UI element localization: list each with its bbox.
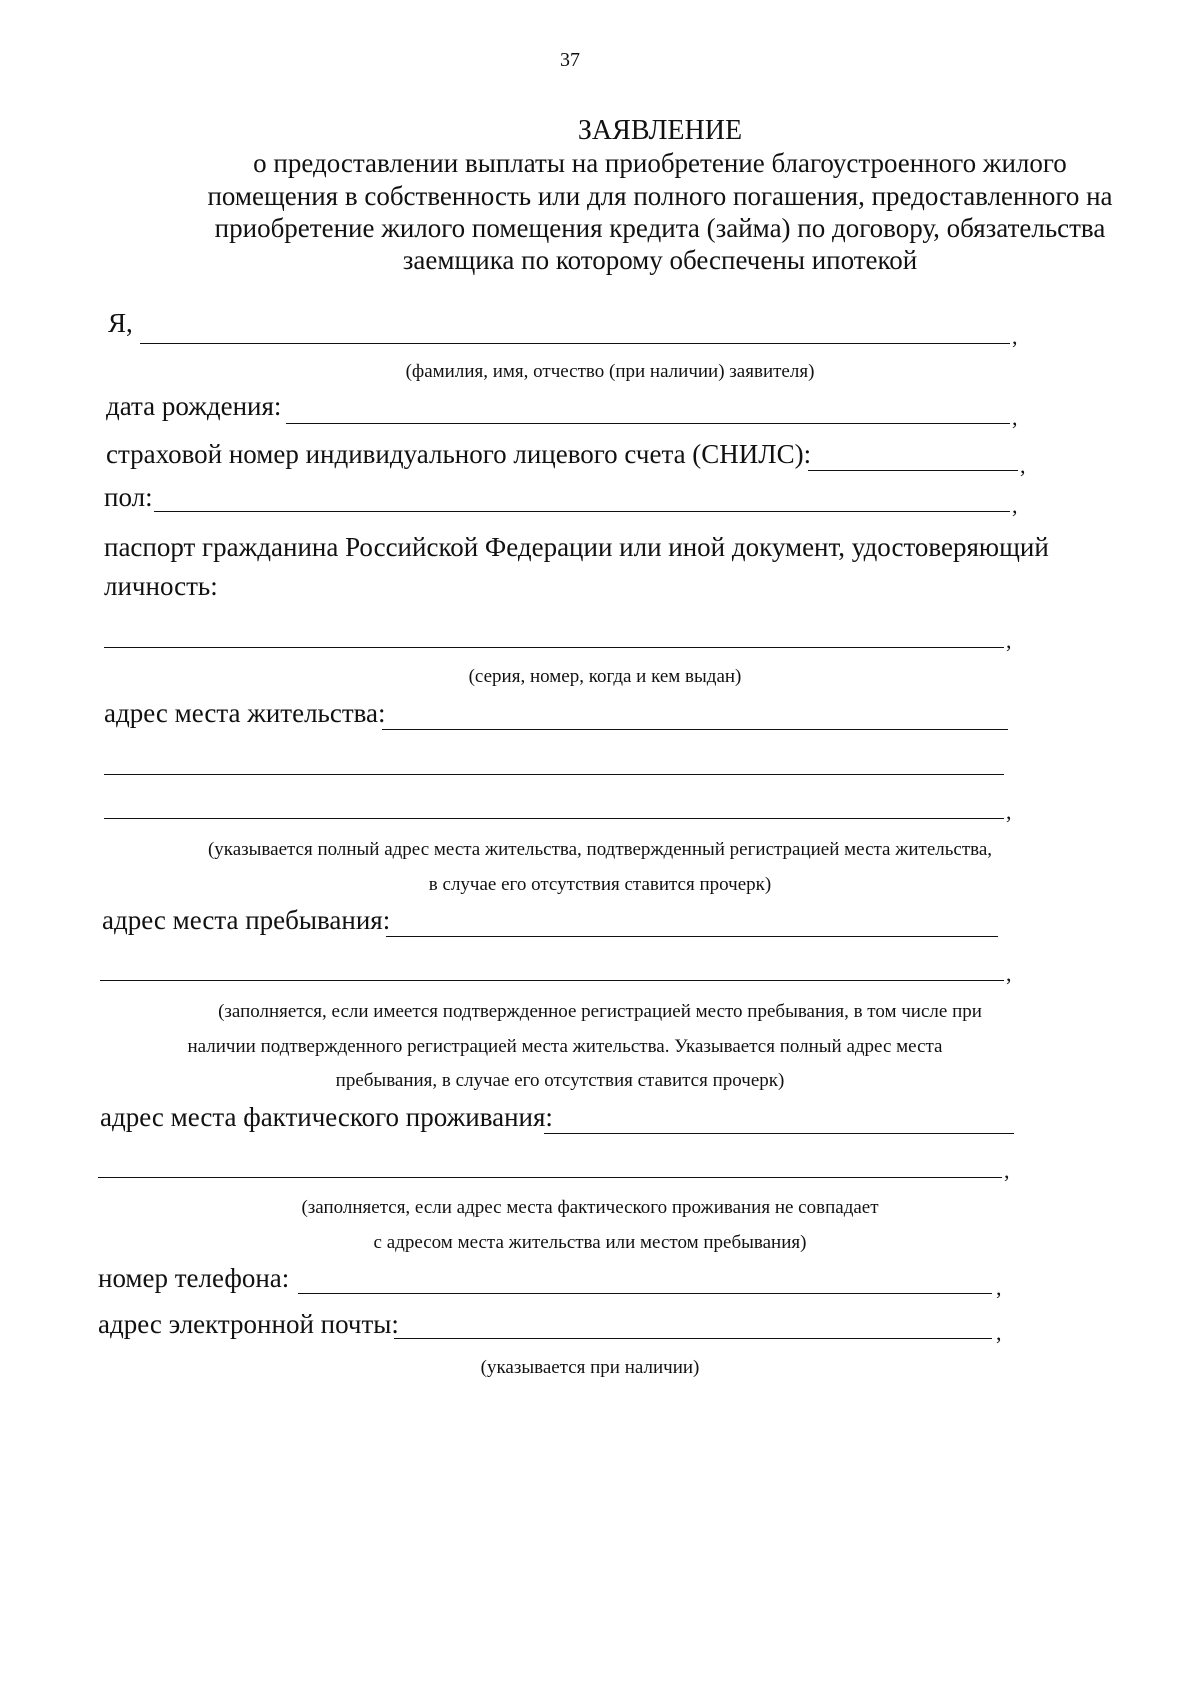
document-title: ЗАЯВЛЕНИЕ <box>577 115 743 146</box>
heading-line: заемщика по которому обеспечены ипотекой <box>402 245 918 275</box>
comma: , <box>1006 628 1012 653</box>
birth-date-field[interactable] <box>286 423 1010 424</box>
comma: , <box>996 1275 1002 1300</box>
snils-label: страховой номер индивидуального лицевого счета (СНИЛС): <box>106 439 812 469</box>
comma: , <box>1004 1158 1010 1183</box>
actual-residence-field-line-2[interactable] <box>98 1177 1002 1178</box>
comma: , <box>1006 961 1012 986</box>
comma: , <box>1020 453 1026 478</box>
stay-hint: наличии подтвержденного регистрацией места жительства. Указывается полный адрес места <box>187 1036 943 1057</box>
stay-hint: (заполняется, если имеется подтвержденное регистрацией место пребывания, в том числе при <box>218 1001 982 1022</box>
passport-label: паспорт гражданина Российской Федерации или иной документ, удостоверяющий <box>104 532 1049 562</box>
stay-label: адрес места пребывания: <box>102 905 391 935</box>
heading-line: помещения в собственность или для полного погашения, предоставленного на <box>207 181 1113 211</box>
stay-field-line-2[interactable] <box>100 980 1004 981</box>
actual-residence-hint: с адресом места жительства или местом пребывания) <box>373 1232 807 1253</box>
comma: , <box>996 1320 1002 1345</box>
phone-label: номер телефона: <box>98 1263 290 1293</box>
comma: , <box>1012 324 1018 349</box>
residence-field[interactable] <box>382 729 1008 730</box>
birth-date-label: дата рождения: <box>106 391 282 421</box>
name-field[interactable] <box>140 343 1010 344</box>
comma: , <box>1012 405 1018 430</box>
phone-field[interactable] <box>298 1293 992 1294</box>
email-hint: (указывается при наличии) <box>480 1357 700 1378</box>
stay-hint: пребывания, в случае его отсутствия ставится прочерк) <box>335 1070 785 1091</box>
actual-residence-label: адрес места фактического проживания: <box>100 1102 553 1132</box>
actual-residence-hint: (заполняется, если адрес места фактического проживания не совпадает <box>301 1197 879 1218</box>
passport-field[interactable] <box>104 647 1004 648</box>
sex-label: пол: <box>104 482 153 512</box>
residence-hint: в случае его отсутствия ставится прочерк) <box>428 874 772 895</box>
residence-field-line-3[interactable] <box>104 818 1004 819</box>
comma: , <box>1012 493 1018 518</box>
residence-label: адрес места жительства: <box>104 698 386 728</box>
passport-label-continued: личность: <box>104 571 218 601</box>
name-hint: (фамилия, имя, отчество (при наличии) заявителя) <box>405 361 815 382</box>
name-label: Я, <box>108 308 133 338</box>
sex-field[interactable] <box>154 511 1010 512</box>
stay-field[interactable] <box>386 936 998 937</box>
comma: , <box>1006 799 1012 824</box>
page-number: 37 <box>560 49 580 71</box>
snils-field[interactable] <box>808 470 1018 471</box>
actual-residence-field[interactable] <box>544 1133 1014 1134</box>
passport-hint: (серия, номер, когда и кем выдан) <box>468 666 742 687</box>
residence-field-line-2[interactable] <box>104 774 1004 775</box>
email-field[interactable] <box>394 1338 992 1339</box>
heading-line: о предоставлении выплаты на приобретение благоустроенного жилого <box>253 148 1067 178</box>
residence-hint: (указывается полный адрес места жительства, подтвержденный регистрацией места жительства, <box>207 839 993 860</box>
email-label: адрес электронной почты: <box>98 1309 399 1339</box>
heading-line: приобретение жилого помещения кредита (займа) по договору, обязательства <box>214 213 1106 243</box>
